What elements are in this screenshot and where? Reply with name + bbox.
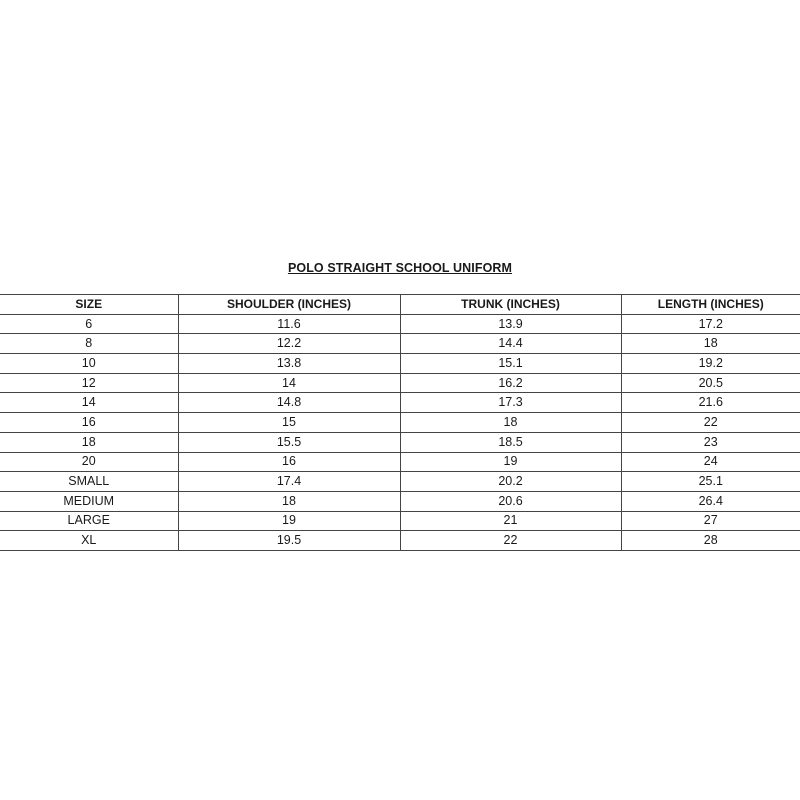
size-cell: LARGE bbox=[0, 511, 178, 531]
shoulder-cell: 13.8 bbox=[178, 354, 400, 374]
header-row bbox=[0, 295, 800, 315]
table-title: POLO STRAIGHT SCHOOL UNIFORM bbox=[287, 261, 513, 275]
header-shoulder: SHOULDER (INCHES) bbox=[178, 295, 400, 315]
table-row bbox=[0, 334, 800, 354]
header-size: SIZE bbox=[0, 295, 178, 315]
length-cell: 25.1 bbox=[621, 472, 800, 492]
trunk-cell: 20.2 bbox=[400, 472, 621, 492]
size-cell: XL bbox=[0, 531, 178, 551]
table-row bbox=[0, 314, 800, 334]
size-chart-table bbox=[0, 294, 800, 551]
table-body bbox=[0, 314, 800, 550]
trunk-cell: 13.9 bbox=[400, 314, 621, 334]
shoulder-cell: 19.5 bbox=[178, 531, 400, 551]
shoulder-cell: 14 bbox=[178, 373, 400, 393]
table-row bbox=[0, 373, 800, 393]
length-cell: 22 bbox=[621, 413, 800, 433]
table-row bbox=[0, 393, 800, 413]
table-row bbox=[0, 531, 800, 551]
length-cell: 20.5 bbox=[621, 373, 800, 393]
header-trunk: TRUNK (INCHES) bbox=[400, 295, 621, 315]
size-cell: 14 bbox=[0, 393, 178, 413]
size-cell: 18 bbox=[0, 432, 178, 452]
trunk-cell: 17.3 bbox=[400, 393, 621, 413]
trunk-cell: 20.6 bbox=[400, 491, 621, 511]
trunk-cell: 18.5 bbox=[400, 432, 621, 452]
size-cell: MEDIUM bbox=[0, 491, 178, 511]
shoulder-cell: 11.6 bbox=[178, 314, 400, 334]
table-row bbox=[0, 491, 800, 511]
shoulder-cell: 15.5 bbox=[178, 432, 400, 452]
table-row bbox=[0, 354, 800, 374]
length-cell: 17.2 bbox=[621, 314, 800, 334]
size-cell: 6 bbox=[0, 314, 178, 334]
length-cell: 23 bbox=[621, 432, 800, 452]
size-cell: 16 bbox=[0, 413, 178, 433]
trunk-cell: 14.4 bbox=[400, 334, 621, 354]
shoulder-cell: 14.8 bbox=[178, 393, 400, 413]
table-row bbox=[0, 452, 800, 472]
length-cell: 27 bbox=[621, 511, 800, 531]
trunk-cell: 18 bbox=[400, 413, 621, 433]
length-cell: 19.2 bbox=[621, 354, 800, 374]
trunk-cell: 22 bbox=[400, 531, 621, 551]
shoulder-cell: 15 bbox=[178, 413, 400, 433]
length-cell: 21.6 bbox=[621, 393, 800, 413]
trunk-cell: 19 bbox=[400, 452, 621, 472]
length-cell: 18 bbox=[621, 334, 800, 354]
table-row bbox=[0, 511, 800, 531]
table-row bbox=[0, 413, 800, 433]
size-cell: 8 bbox=[0, 334, 178, 354]
size-cell: 12 bbox=[0, 373, 178, 393]
shoulder-cell: 19 bbox=[178, 511, 400, 531]
trunk-cell: 21 bbox=[400, 511, 621, 531]
length-cell: 28 bbox=[621, 531, 800, 551]
shoulder-cell: 16 bbox=[178, 452, 400, 472]
table-row bbox=[0, 472, 800, 492]
table-header bbox=[0, 295, 800, 315]
trunk-cell: 15.1 bbox=[400, 354, 621, 374]
size-cell: SMALL bbox=[0, 472, 178, 492]
shoulder-cell: 12.2 bbox=[178, 334, 400, 354]
shoulder-cell: 18 bbox=[178, 491, 400, 511]
size-cell: 20 bbox=[0, 452, 178, 472]
header-length: LENGTH (INCHES) bbox=[621, 295, 800, 315]
shoulder-cell: 17.4 bbox=[178, 472, 400, 492]
table-row bbox=[0, 432, 800, 452]
length-cell: 24 bbox=[621, 452, 800, 472]
size-cell: 10 bbox=[0, 354, 178, 374]
length-cell: 26.4 bbox=[621, 491, 800, 511]
trunk-cell: 16.2 bbox=[400, 373, 621, 393]
